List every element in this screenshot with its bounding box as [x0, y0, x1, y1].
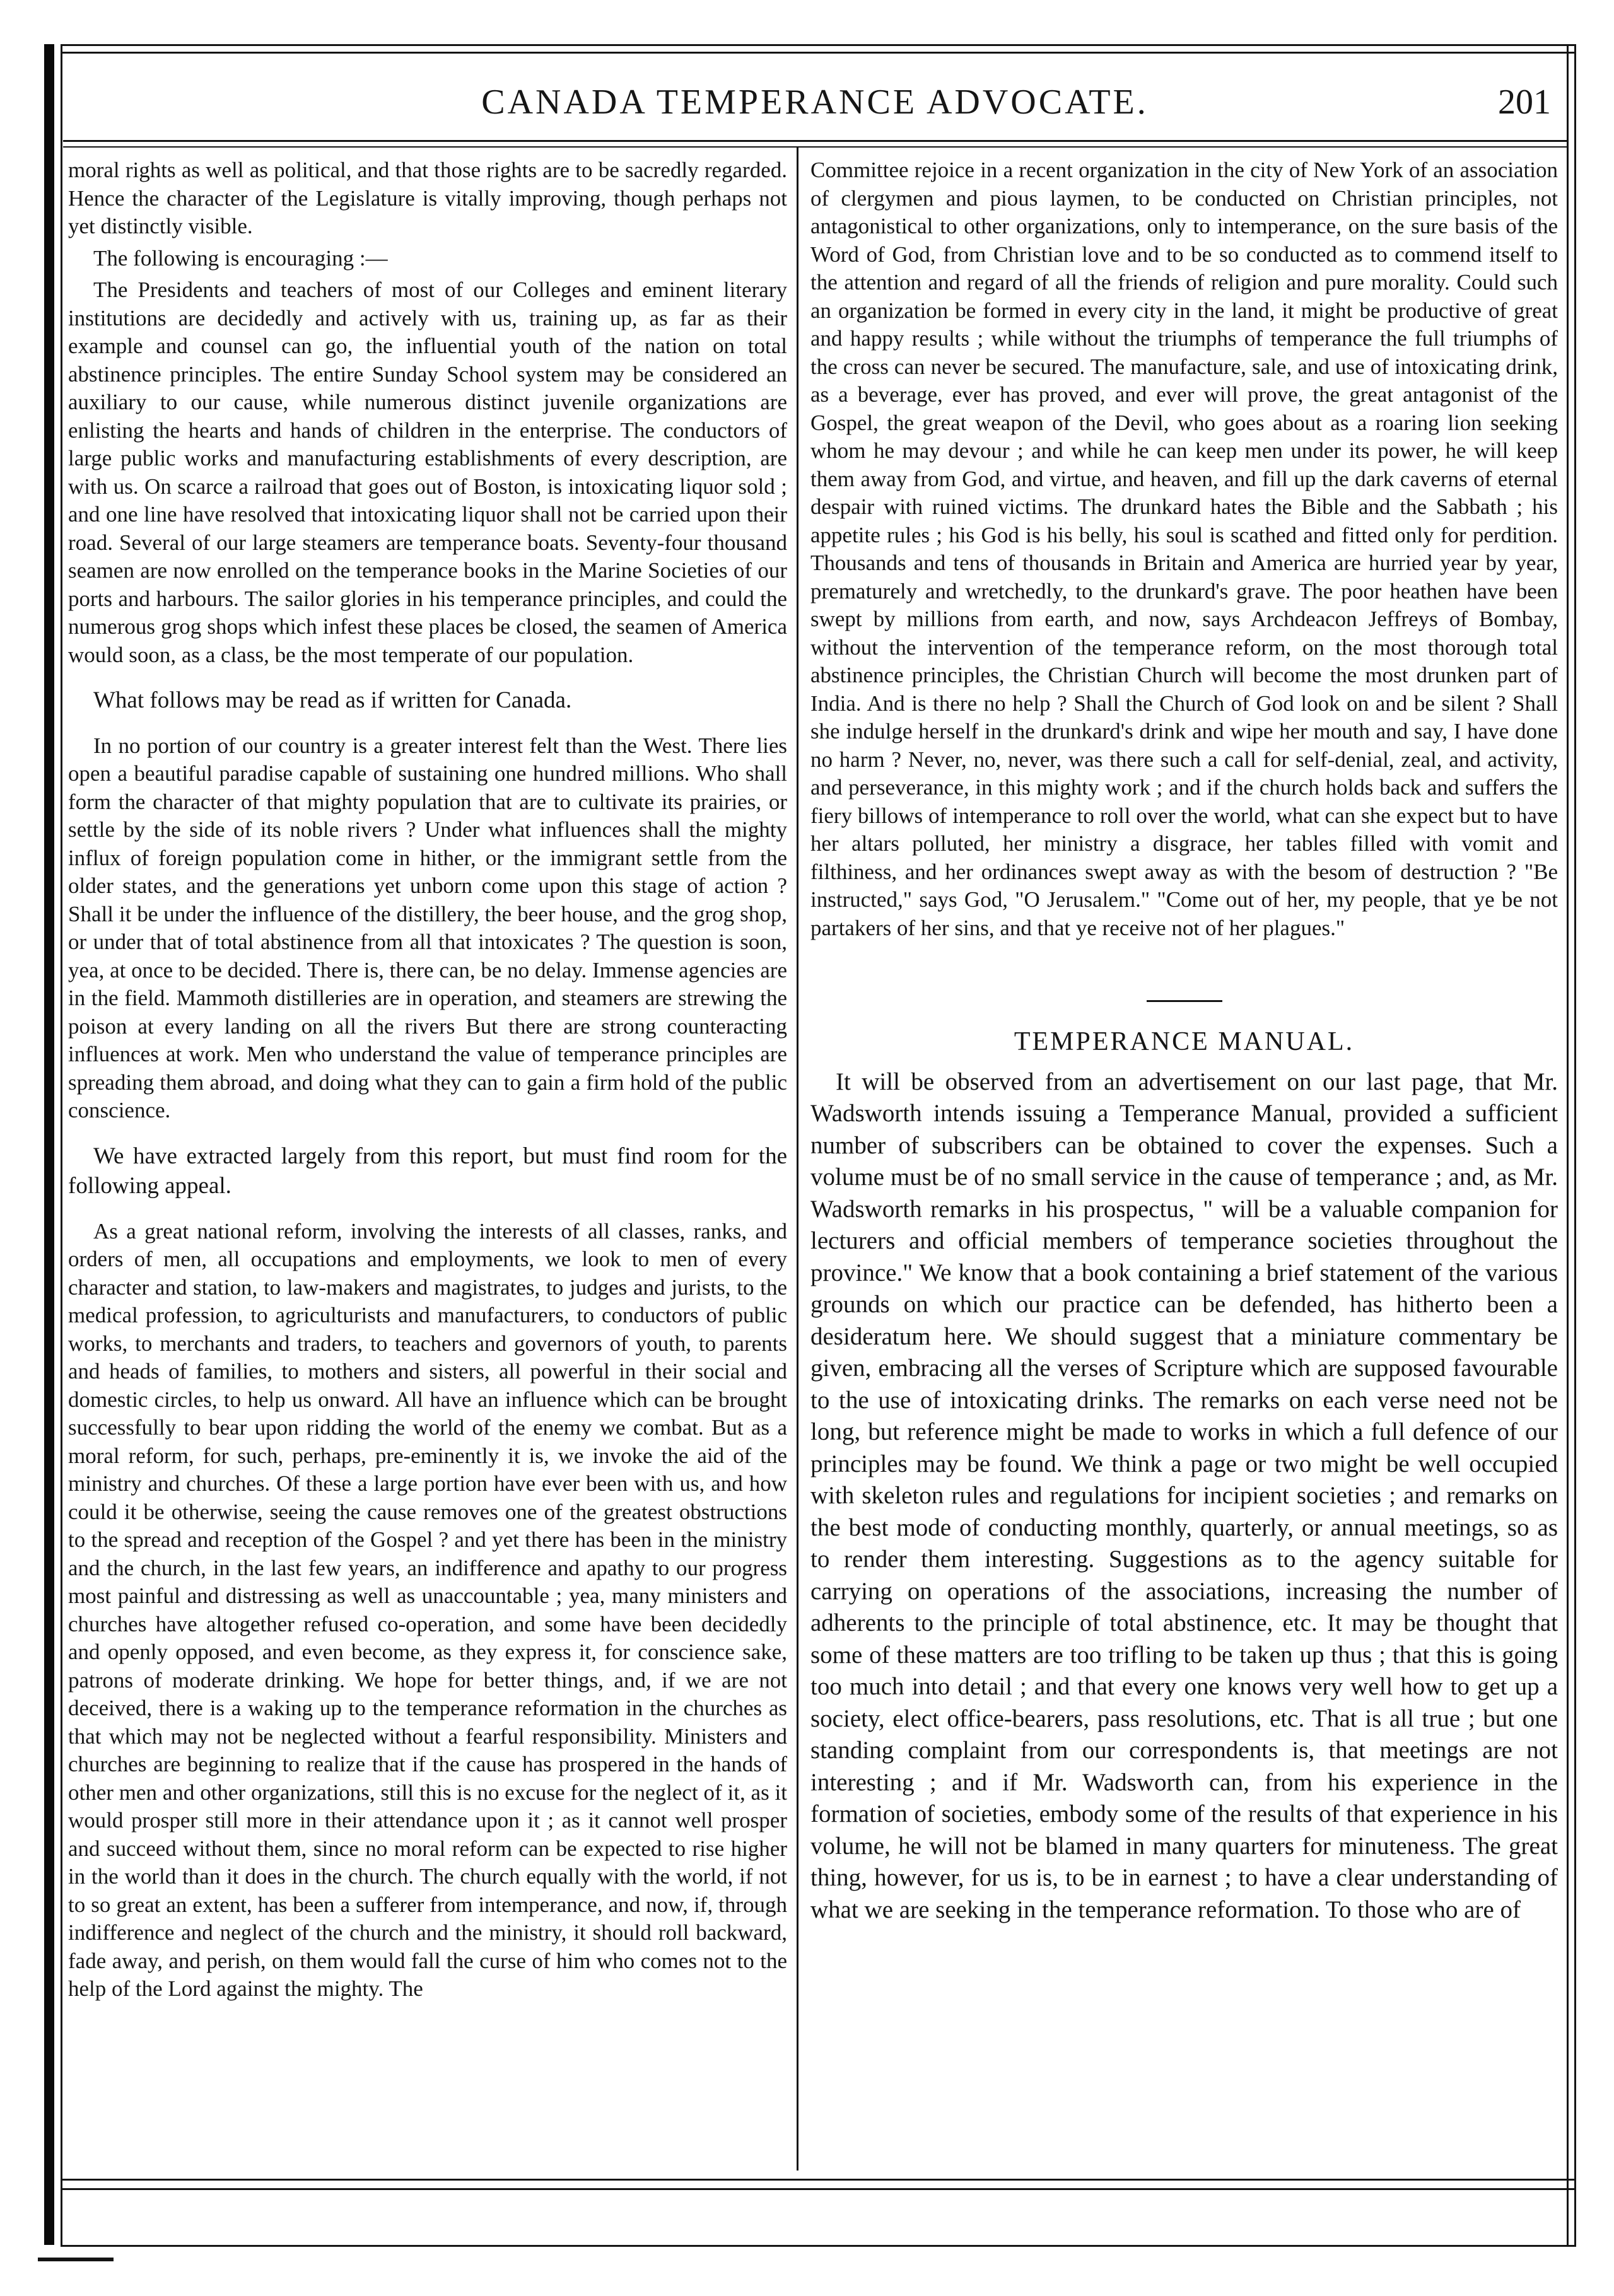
masthead-title: CANADA TEMPERANCE ADVOCATE. — [481, 83, 1149, 122]
border-rule-top — [61, 44, 1576, 46]
paragraph: moral rights as well as political, and that those rights are to be sacredly regarded. Hence the character of the Legislature is vitally improving, though perhaps not yet distinctly visible. — [68, 158, 787, 238]
section-rule — [1147, 1000, 1222, 1002]
border-rule-bottom-inner — [61, 2188, 1576, 2190]
header-rule-lower — [63, 146, 1567, 148]
border-rule-right-outer — [1574, 44, 1576, 2245]
section-heading: TEMPERANCE MANUAL. — [1014, 1027, 1355, 1056]
paragraph: The following is encouraging :— — [93, 245, 388, 271]
header-rule — [63, 140, 1567, 142]
paragraph: What follows may be read as if written for Canada. — [93, 687, 572, 713]
border-rule-top-inner — [61, 52, 1576, 54]
border-rule-bottom — [61, 2179, 1576, 2181]
paragraph: Committee rejoice in a recent organization in the city of New York of an association of clergymen and pious laymen, to be conducted on Christian principles, not antagonistical to other organizations, only to intemperance, on the sure basis of the Word of God, from Christian love and to be so conducted as to commend itself to the attention and regard of all the friends of religion and pure morality. Could such an organization be formed in every city in the land, it might be productive of great and happy results ; while without the triumphs of temperance the full triumphs of the cross can never be secured. The manufacture, sale, and use of intoxicating drink, as a beverage, ever has proved, and ever will prove, the great antagonist of the Gospel, the great weapon of the Devil, who goes about as a roaring lion seeking whom he may devour ; and while he can keep men under its power, he will keep them away from God, and virtue, and heaven, and fill up the dark caverns of eternal despair with ruined victims. The drunkard hates the Bible and the Sabbath ; his appetite rules ; his God is his belly, his soul is scathed and fitted only for perdition. Thousands and tens of thousands in Britain and America are hurried year by year, prematurely and wretchedly, to the drunkard's grave. The poor heathen have been swept by millions from earth, and now, says Archdeacon Jeffreys of Bombay, without the intervention of the temperance reform, on the most thorough total abstinence principles, the Christian Church will become the most drunken part of India. And is there no help ? Shall the Church of God look on and be silent ? Shall she indulge herself in the drunkard's drink and wipe her mouth and say, I have done no harm ? Never, no, never, was there such a call for self-denial, zeal, and activity, and perseverance, in this mighty work ; and if the church holds back and suffers the fiery billows of intemperance to roll over the world, what can she expect but to have her altars polluted, her ministry a disgrace, her tables filled with vomit and filthiness, and her ordinances swept away as with the besom of destruction ? "Be instructed," says God, "O Jerusalem." "Come out of her, my people, that ye be not partakers of her sins, and that ye receive not of her plagues." — [810, 158, 1558, 940]
right-column — [810, 156, 1558, 1930]
column-divider — [797, 146, 798, 2171]
paragraph: We have extracted largely from this report, but must find room for the following appeal. — [68, 1143, 787, 1199]
border-rule-left — [61, 44, 62, 2245]
page-number: 201 — [1498, 83, 1551, 122]
running-head — [63, 82, 1567, 132]
paragraph: As a great national reform, involving the interests of all classes, ranks, and orders of men, all occupations and employments, we look to men of every character and station, to law-makers and magistrates, to judges and jurists, to the medical profession, to agriculturists and manufacturers, to conductors of public works, to merchants and traders, to teachers and governors of youth, to parents and heads of families, to mothers and sisters, all powerful in their social and domestic circles, to help us onward. All have an influence which can be brought successfully to bear upon ridding the world of the enemy we combat. But as a moral reform, for such, perhaps, pre-eminently it is, we invoke the aid of the ministry and churches. Of these a large portion have ever been with us, and how could it be otherwise, seeing the cause removes one of the greatest obstructions to the spread and reception of the Gospel ? and yet there has been in the ministry and the church, in the last few years, an indifference and apathy to our progress most painful and distressing as well as unaccountable ; yea, many ministers and churches have altogether refused co-operation, and some have been decidedly and openly opposed, and even become, as they express it, for conscience sake, patrons of moderate drinking. We hope for better things, and, if we are not deceived, there is a waking up to the temperance reformation in the churches as that which may not be neglected without a fearful responsibility. Ministers and churches are beginning to realize that if the cause has prospered in the hands of other men and other organizations, still this is no excuse for the neglect of it, as it would prosper still more in their attendance upon it ; as it cannot well prosper and succeed without them, since no moral reform can be expected to rise higher in the world than it does in the church. The church equally with the world, if not to so great an extent, has been a sufferer from intemperance, and now, if, through indifference and neglect of the church and the ministry, it should roll backward, fade away, and perish, on them would fall the curse of him who comes not to the help of the Lord against the mighty. The — [68, 1218, 787, 2001]
paragraph: The Presidents and teachers of most of our Colleges and eminent literary institutions are decidedly and actively with us, training up, as far as their example and counsel can go, the influential youth of the nation on total abstinence principles. The entire Sunday School system may be considered an auxiliary to our cause, while numerous distinct juvenile organizations are enlisting the hearts and hands of children in the enterprise. The conductors of large public works and manufacturing establishments of every description, are with us. On scarce a railroad that goes out of Boston, is intoxicating liquor sold ; and one line have resolved that intoxicating liquor shall not be carried upon their road. Several of our large steamers are temperance boats. Seventy-four thousand seamen are now enrolled on the temperance books in the Marine Societies of our ports and harbours. The sailor glories in his temperance principles, and could the numerous grog shops which infest these places be closed, the seamen of America would soon, as a class, be the most temperate of our population. — [68, 277, 787, 667]
binding-mark — [38, 2258, 114, 2261]
border-rule-bottom-outer — [61, 2245, 1576, 2247]
left-column — [68, 156, 787, 2007]
border-rule-right — [1567, 44, 1569, 2245]
paragraph: It will be observed from an advertisement on our last page, that Mr. Wadsworth intends issuing a Temperance Manual, provided a sufficient number of subscribers can be obtained to cover the expenses. Such a volume must be of no small service in the cause of temperance ; and, as Mr. Wadsworth remarks in his prospectus, " will be a valuable companion for lecturers and official members of temperance societies throughout the province." We know that a book containing a brief statement of the various grounds on which our practice can be defended, has hitherto been a desideratum here. We should suggest that a miniature commentary be given, embracing all the verses of Scripture which are supposed favourable to the use of intoxicating drinks. The remarks on each verse need not be long, but reference might be made to works in which a full defence of our principles may be found. We think a page or two might be well occupied with skeleton rules and regulations for incipient societies ; and remarks on the best mode of conducting monthly, quarterly, or annual meetings, so as to render them interesting. Suggestions as to the agency suitable for carrying on operations of the associations, increasing the number of adherents to the principle of total abstinence, etc. It may be thought that some of these matters are too trifling to be taken up thus ; that this is going too much into detail ; and that every one knows very well how to get up a society, elect office-bearers, pass resolutions, etc. That is all true ; but one standing complaint from our correspondents is, that meetings are not interesting ; and if Mr. Wadsworth can, from his experience in the formation of societies, embody some of the results of that experience in his volume, he will not be blamed in many quarters for minuteness. The great thing, however, for us is, to be in earnest ; to have a clear understanding of what we are seeking in the temperance reformation. To those who are of — [810, 1068, 1558, 1923]
paragraph: In no portion of our country is a greater interest felt than the West. There lies open a beautiful paradise capable of sustaining one hundred millions. Who shall form the character of that mighty population that are to cultivate its prairies, or settle by the side of its noble rivers ? Under what influences shall the mighty influx of foreign population come in hither, or the immigrant settle from the older states, and the generations yet unborn come upon this stage of action ? Shall it be under the influence of the distillery, the beer house, and the grog shop, or under that of total abstinence from all that intoxicates ? The question is soon, yea, at once to be decided. There is, there can, be no delay. Immense agencies are in the field. Mammoth distilleries are in operation, and steamers are strewing the poison at every landing on all the rivers But there are strong counteracting influences at work. Men who understand the value of temperance principles are spreading them abroad, and doing what they can to gain a firm hold of the public conscience. — [68, 733, 787, 1122]
binding-edge — [44, 44, 54, 2245]
